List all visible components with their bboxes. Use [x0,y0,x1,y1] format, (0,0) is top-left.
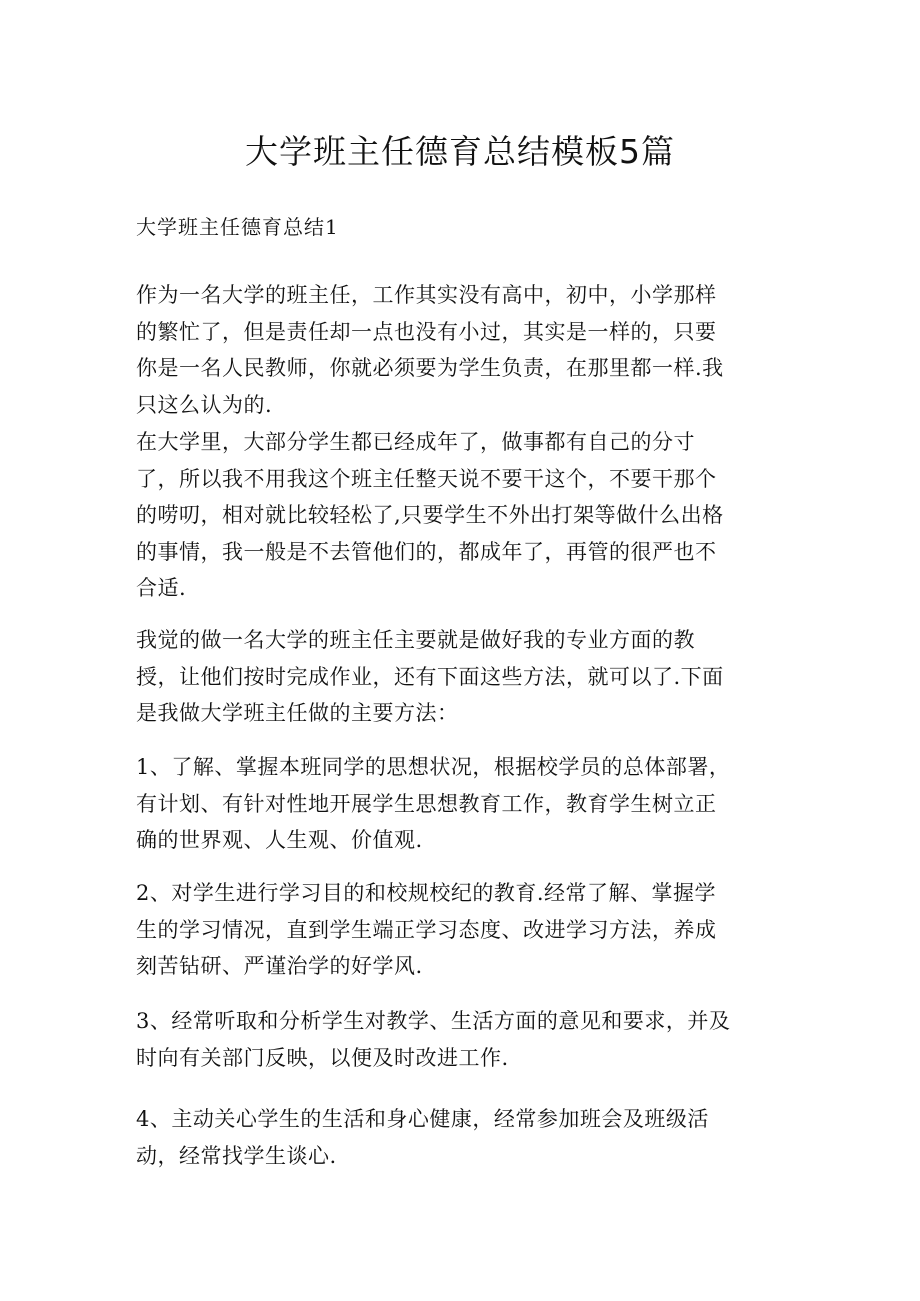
paragraph-line: 4、主动关心学生的生活和身心健康，经常参加班会及班级活 [136,1107,709,1131]
paragraph-line: 2、对学生进行学习目的和校规校纪的教育.经常了解、掌握学 [136,881,717,905]
paragraph-line: 3、经常听取和分析学生对教学、生活方面的意见和要求，并及 [136,1009,731,1033]
paragraph-line: 合适. [136,576,187,600]
paragraph-line: 我觉的做一名大学的班主任主要就是做好我的专业方面的教 [136,628,695,652]
paragraph-line: 了，所以我不用我这个班主任整天说不要干这个，不要干那个 [136,466,717,491]
paragraph-line: 的事情，我一般是不去管他们的，都成年了，再管的很严也不 [136,539,717,564]
paragraph-line: 生的学习情况，直到学生端正学习态度、改进学习方法，养成 [136,917,717,942]
paragraph-3 [136,622,776,732]
paragraph-line: 的繁忙了，但是责任却一点也没有小过，其实是一样的，只要 [136,319,717,344]
paragraph-line: 时向有关部门反映，以便及时改进工作. [136,1045,509,1070]
paragraph-line: 有计划、有针对性地开展学生思想教育工作，教育学生树立正 [136,791,717,816]
paragraph-line: 在大学里，大部分学生都已经成年了，做事都有自己的分寸 [136,430,695,454]
paragraph-1 [136,277,776,423]
paragraph-2 [136,424,776,607]
section-heading: 大学班主任德育总结1 [136,215,339,239]
paragraph-line: 作为一名大学的班主任，工作其实没有高中，初中，小学那样 [136,283,717,307]
paragraph-line: 是我做大学班主任做的主要方法： [136,701,459,725]
paragraph-7 [136,1101,776,1174]
paragraph-5 [136,875,776,985]
paragraph-line: 只这么认为的. [136,392,273,417]
paragraph-line: 确的世界观、人生观、价值观. [136,828,423,852]
paragraph-line: 1、了解、掌握本班同学的思想状况，根据校学员的总体部署， [136,755,731,779]
document-title: 大学班主任德育总结模板5篇 [245,132,675,171]
paragraph-line: 的唠叨，相对就比较轻松了,只要学生不外出打架等做什么出格 [136,503,724,527]
paragraph-line: 刻苦钻研、严谨治学的好学风. [136,954,423,978]
paragraph-line: 你是一名人民教师，你就必须要为学生负责，在那里都一样.我 [136,356,724,380]
paragraph-line: 授，让他们按时完成作业，还有下面这些方法，就可以了.下面 [136,664,724,689]
paragraph-line: 动，经常找学生谈心. [136,1143,337,1168]
paragraph-4 [136,749,776,859]
paragraph-6 [136,1003,776,1076]
